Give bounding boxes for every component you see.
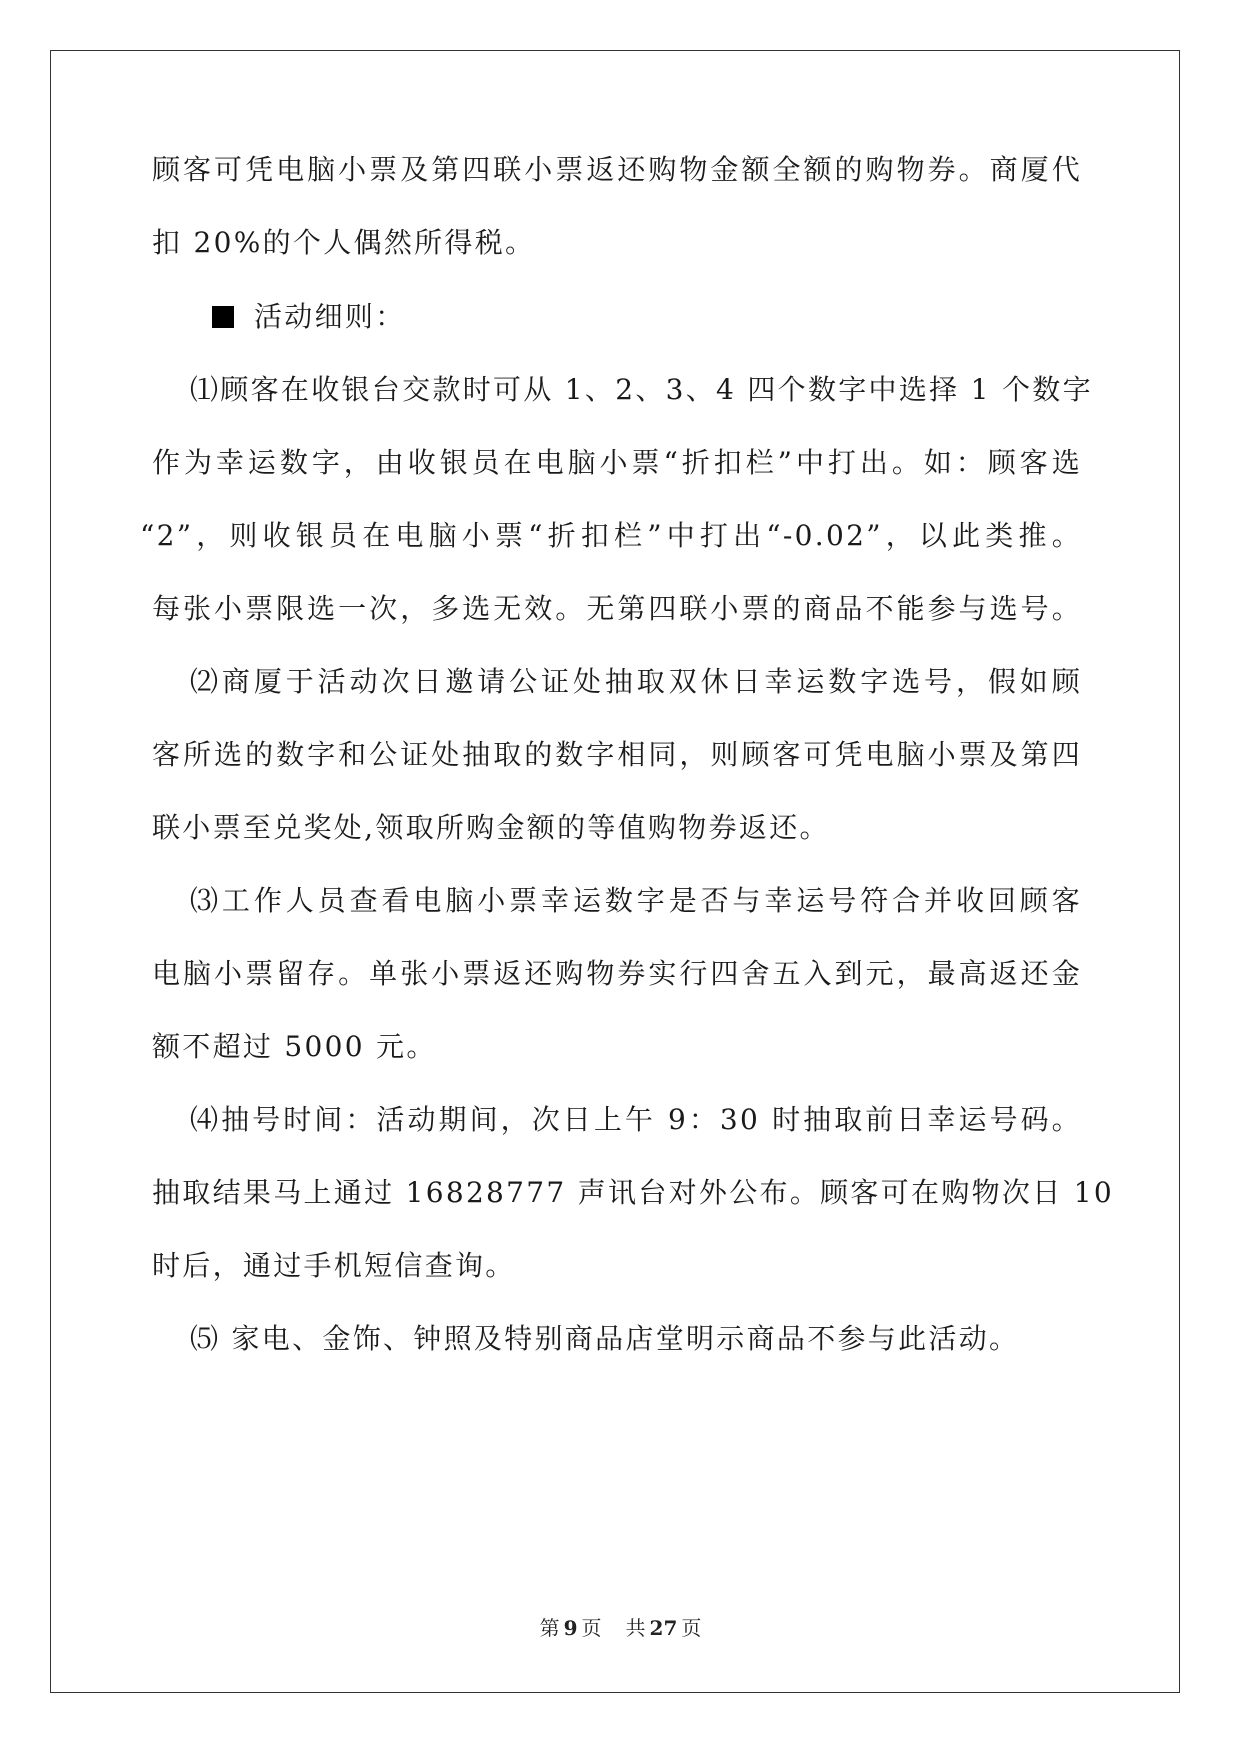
paragraph-line: 作为幸运数字，由收银员在电脑小票“折扣栏”中打出。如：顾客选	[152, 446, 1082, 479]
footer-prefix: 第	[539, 1616, 560, 1640]
footer-total-suffix: 页	[681, 1616, 702, 1640]
paragraph-line: 扣 20%的个人偶然所得税。	[152, 226, 536, 259]
section-heading	[212, 297, 1142, 337]
paragraph-line: ⑷抽号时间：活动期间，次日上午 9：30 时抽取前日幸运号码。	[190, 1103, 1082, 1136]
paragraph-line: 额不超过 5000 元。	[152, 1030, 437, 1063]
paragraph-line: 每张小票限选一次，多选无效。无第四联小票的商品不能参与选号。	[152, 592, 1082, 625]
paragraph-line: 顾客可凭电脑小票及第四联小票返还购物金额全额的购物券。商厦代	[152, 153, 1082, 186]
footer-page-suffix: 页	[581, 1616, 602, 1640]
page-footer	[0, 1616, 1241, 1640]
paragraph-line: ⑴顾客在收银台交款时可从 1、2、3、4 四个数字中选择 1 个数字	[190, 373, 1093, 406]
page-number: 9	[563, 1616, 578, 1640]
paragraph-line: 电脑小票留存。单张小票返还购物券实行四舍五入到元，最高返还金	[152, 957, 1082, 990]
paragraph-line: ⑶工作人员查看电脑小票幸运数字是否与幸运号符合并收回顾客	[190, 884, 1082, 917]
paragraph-line: 抽取结果马上通过 16828777 声讯台对外公布。顾客可在购物次日 10	[152, 1176, 1114, 1209]
paragraph-line: “2”，则收银员在电脑小票“折扣栏”中打出“-0.02”，以此类推。	[140, 519, 1082, 552]
black-square-icon	[212, 306, 234, 328]
section-heading-text: 活动细则：	[254, 300, 406, 333]
paragraph-line: 联小票至兑奖处,领取所购金额的等值购物券返还。	[152, 811, 830, 844]
paragraph-line: 时后，通过手机短信查询。	[152, 1249, 516, 1282]
footer-total-prefix: 共	[625, 1616, 646, 1640]
paragraph-line: ⑵商厦于活动次日邀请公证处抽取双休日幸运数字选号，假如顾	[190, 665, 1082, 698]
paragraph-line: 客所选的数字和公证处抽取的数字相同，则顾客可凭电脑小票及第四	[152, 738, 1082, 771]
paragraph-line: ⑸ 家电、金饰、钟照及特别商品店堂明示商品不参与此活动。	[190, 1322, 1020, 1355]
total-pages: 27	[649, 1616, 678, 1640]
